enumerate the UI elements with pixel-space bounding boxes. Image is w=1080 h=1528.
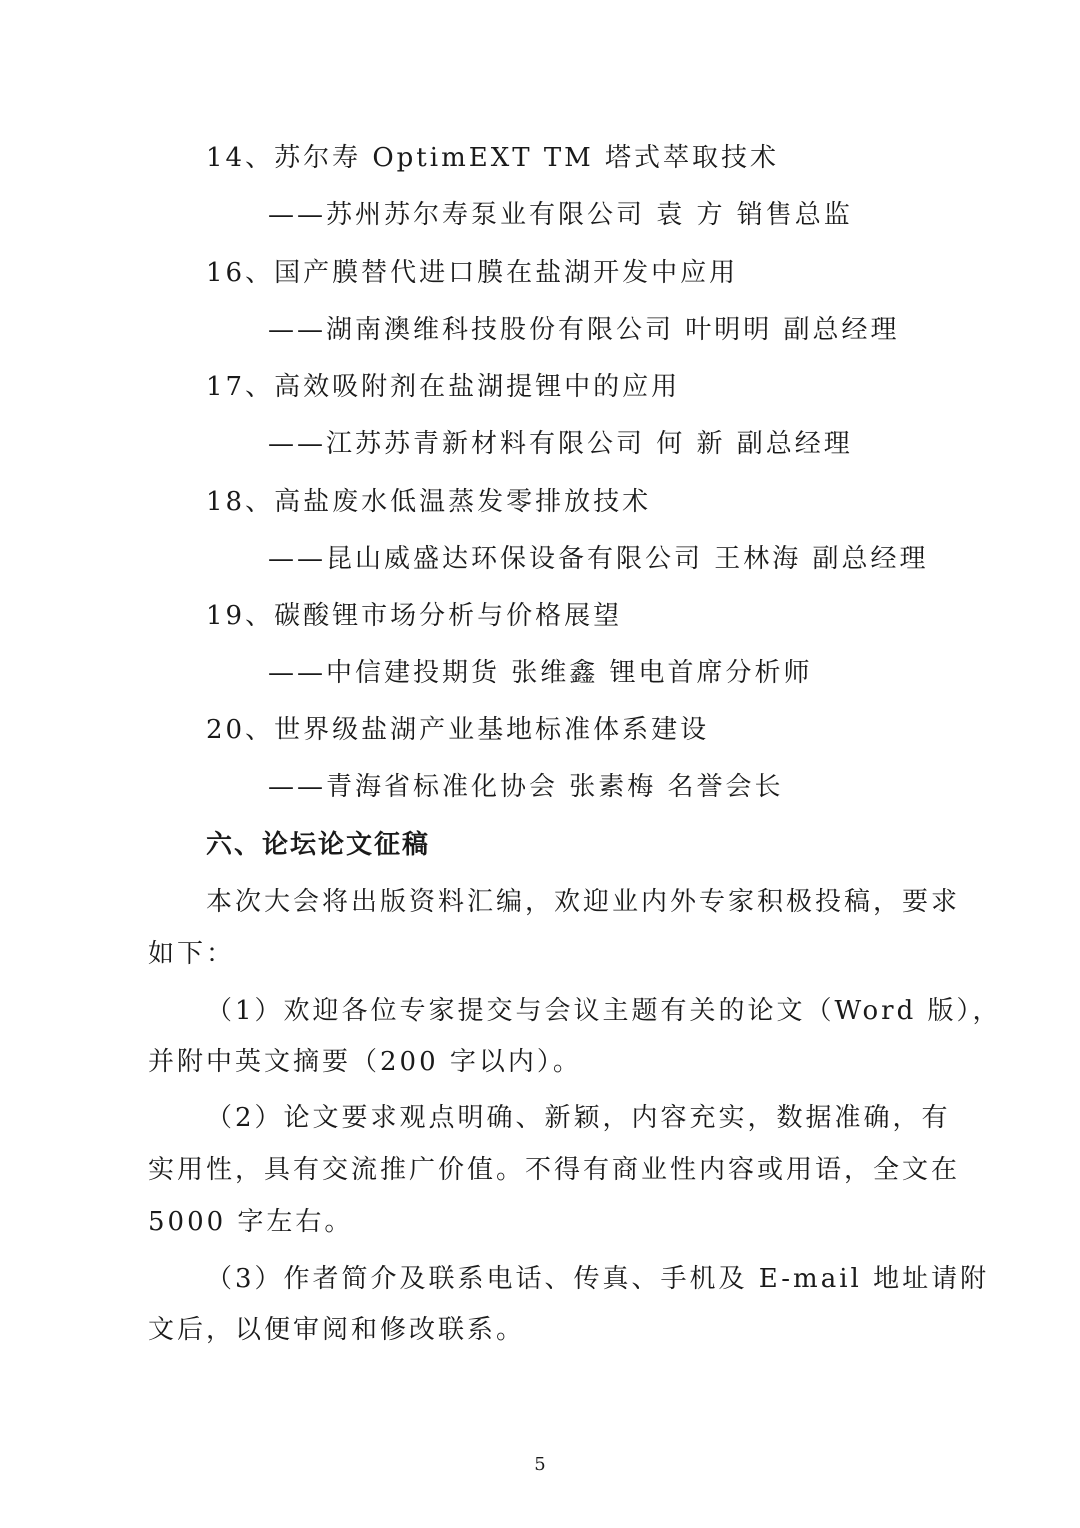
talk-speaker: ——昆山威盛达环保设备有限公司 王林海 副总经理 (268, 544, 929, 574)
requirement-2-line: 实用性，具有交流推广价值。不得有商业性内容或用语，全文在 (148, 1155, 961, 1185)
requirement-1-line: （1）欢迎各位专家提交与会议主题有关的论文（Word 版）， (206, 996, 1002, 1026)
talk-title: 16、国产膜替代进口膜在盐湖开发中应用 (206, 258, 739, 288)
requirement-2-line: （2）论文要求观点明确、新颖，内容充实，数据准确，有 (206, 1103, 951, 1133)
requirement-2-line: 5000 字左右。 (148, 1207, 354, 1237)
page-number: 5 (534, 1454, 546, 1475)
talk-speaker: ——青海省标准化协会 张素梅 名誉会长 (268, 772, 784, 802)
talk-title: 18、高盐废水低温蒸发零排放技术 (206, 487, 652, 517)
requirement-1-line: 并附中英文摘要（200 字以内）。 (148, 1047, 582, 1077)
intro-paragraph-line: 如下： (148, 939, 236, 969)
talk-speaker: ——中信建投期货 张维鑫 锂电首席分析师 (268, 658, 813, 688)
talk-speaker: ——湖南澳维科技股份有限公司 叶明明 副总经理 (268, 315, 900, 345)
section-heading: 六、论坛论文征稿 (206, 830, 431, 860)
intro-paragraph-line: 本次大会将出版资料汇编，欢迎业内外专家积极投稿，要求 (206, 887, 961, 917)
talk-title: 14、苏尔寿 OptimEXT TM 塔式萃取技术 (206, 143, 780, 173)
talk-title: 19、碳酸锂市场分析与价格展望 (206, 601, 623, 631)
talk-title: 20、世界级盐湖产业基地标准体系建设 (206, 715, 710, 745)
talk-speaker: ——江苏苏青新材料有限公司 何 新 副总经理 (268, 429, 853, 459)
requirement-3-line: 文后，以便审阅和修改联系。 (148, 1315, 526, 1345)
talk-speaker: ——苏州苏尔寿泵业有限公司 袁 方 销售总监 (268, 200, 853, 230)
requirement-3-line: （3）作者简介及联系电话、传真、手机及 E-mail 地址请附 (206, 1264, 990, 1294)
talk-title: 17、高效吸附剂在盐湖提锂中的应用 (206, 372, 681, 402)
